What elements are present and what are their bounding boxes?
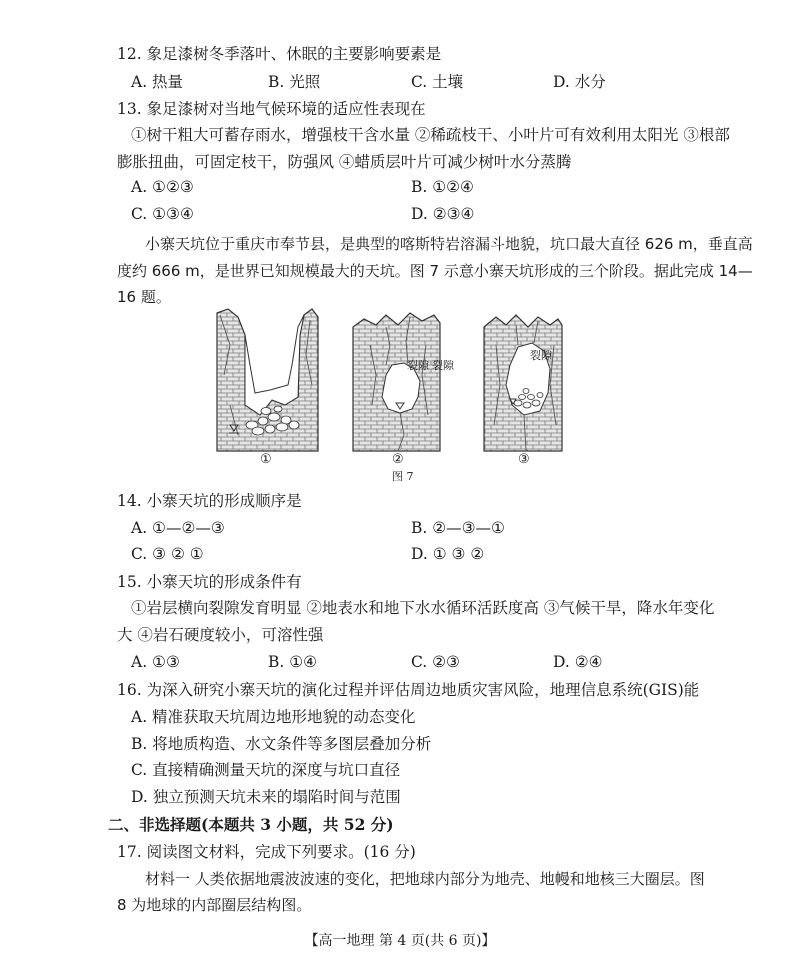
q15-option-b: B. ①④ [268, 653, 318, 671]
q13-stem: 13. 象足漆树对当地气候环境的适应性表现在 [117, 100, 426, 118]
panel-label-2: ② [392, 452, 404, 467]
passage-line1: 小寨天坑位于重庆市奉节县，是典型的喀斯特岩溶漏斗地貌，坑口最大直径 626 m，垂直高 [145, 235, 753, 253]
q15-desc-line1: ①岩层横向裂隙发育明显 ②地表水和地下水水循环活跃度高 ③气候干旱，降水年变化 [131, 599, 715, 617]
q14-stem: 14. 小寨天坑的形成顺序是 [117, 492, 302, 510]
panel-label-3: ③ [518, 452, 530, 467]
q17-material-line2: 8 为地球的内部圈层结构图。 [117, 896, 312, 914]
q13-option-c: C. ①③④ [131, 205, 194, 223]
q16-option-a: A. 精准获取天坑周边地形地貌的动态变化 [131, 708, 416, 726]
q14-option-d: D. ① ③ ② [411, 545, 485, 563]
figure-7 [200, 305, 620, 485]
q17-material-line1: 材料一 人类依据地震波波速的变化，把地球内部分为地壳、地幔和地核三大圈层。图 [145, 870, 705, 888]
figure-caption: 图 7 [392, 470, 414, 483]
crack-label-2b: 裂隙 [432, 359, 454, 372]
q14-option-b: B. ②—③—① [411, 519, 505, 537]
q15-option-a: A. ①③ [131, 653, 180, 671]
q13-desc-line2: 膨胀扭曲，可固定枝干，防强风 ④蜡质层叶片可减少树叶水分蒸腾 [117, 153, 572, 171]
q12-stem: 12. 象足漆树冬季落叶、休眠的主要影响要素是 [117, 45, 442, 63]
q14-option-c: C. ③ ② ① [131, 545, 204, 563]
q15-desc-line2: 大 ④岩石硬度较小，可溶性强 [117, 626, 324, 644]
section-2-title: 二、非选择题(本题共 3 小题，共 52 分) [108, 815, 394, 834]
q16-stem: 16. 为深入研究小寨天坑的演化过程并评估周边地质灾害风险，地理信息系统(GIS)能 [117, 681, 700, 699]
q16-option-d: D. 独立预测天坑未来的塌陷时间与范围 [131, 788, 401, 806]
q17-stem: 17. 阅读图文材料，完成下列要求。(16 分) [117, 843, 416, 861]
panel-1-open-doline [217, 309, 318, 451]
q12-option-d: D. 水分 [553, 73, 606, 91]
q13-option-b: B. ①②④ [411, 178, 474, 196]
crack-label-3: 裂隙 [530, 349, 552, 362]
q13-option-d: D. ②③④ [411, 205, 475, 223]
q13-option-a: A. ①②③ [131, 178, 194, 196]
q12-option-a: A. 热量 [131, 73, 184, 91]
panel-3-collapsing-cave [484, 315, 562, 451]
passage-line2: 度约 666 m，是世界已知规模最大的天坑。图 7 示意小寨天坑形成的三个阶段。据此完成 14— [117, 262, 753, 280]
q16-option-c: C. 直接精确测量天坑的深度与坑口直径 [131, 761, 401, 779]
q16-option-b: B. 将地质构造、水文条件等多图层叠加分析 [131, 735, 432, 753]
q12-option-b: B. 光照 [268, 73, 321, 91]
panel-label-1: ① [260, 452, 272, 467]
q15-option-d: D. ②④ [553, 653, 603, 671]
panel-2-underground-cave [353, 313, 440, 451]
q14-option-a: A. ①—②—③ [131, 519, 225, 537]
page-footer: 【高一地理 第 4 页(共 6 页)】 [304, 933, 496, 949]
q12-option-c: C. 土壤 [411, 73, 464, 91]
q13-desc-line1: ①树干粗大可蓄存雨水，增强枝干含水量 ②稀疏枝干、小叶片可有效利用太阳光 ③根部 [131, 126, 730, 144]
q15-stem: 15. 小寨天坑的形成条件有 [117, 573, 302, 591]
q15-option-c: C. ②③ [411, 653, 460, 671]
passage-line3: 16 题。 [117, 288, 171, 306]
crack-label-2a: 裂隙 [407, 359, 429, 372]
